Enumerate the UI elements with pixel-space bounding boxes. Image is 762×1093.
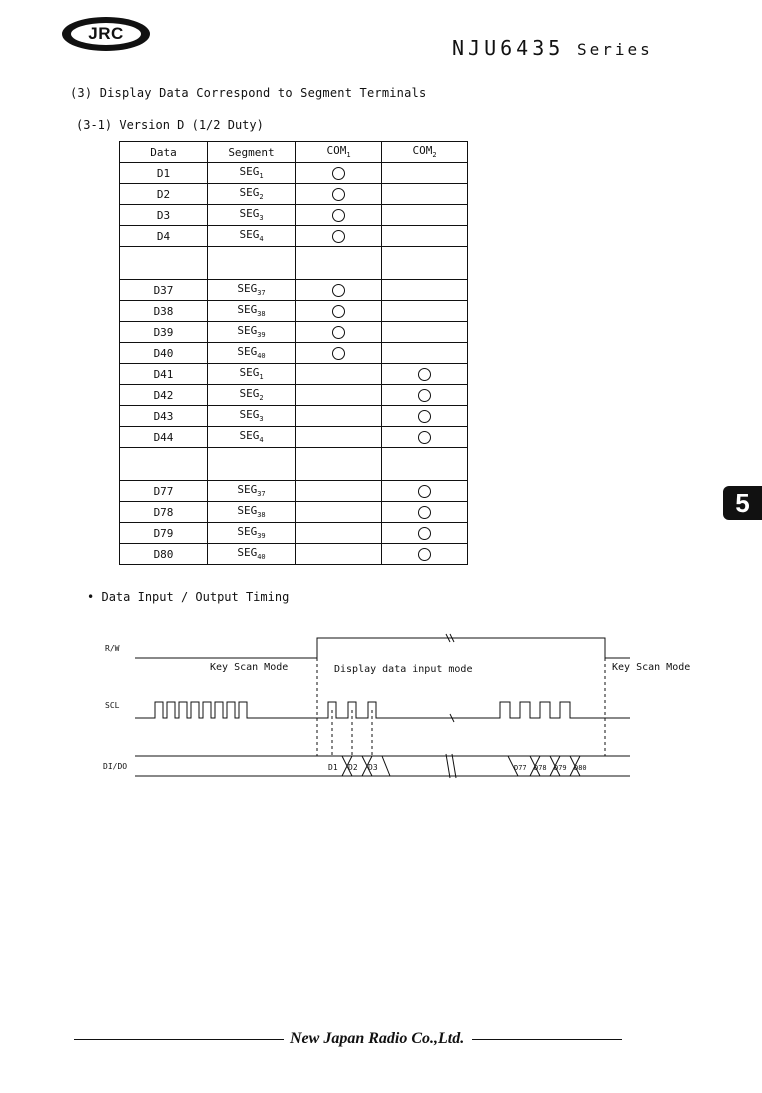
segment-name: SEG [239, 408, 260, 422]
circle-mark-icon [332, 284, 345, 297]
segment-cell [208, 184, 296, 205]
com2-cell [382, 481, 468, 502]
bullet: • [87, 590, 95, 604]
data-cell: D77 [120, 481, 208, 502]
com1-cell [296, 523, 382, 544]
data-label-d80: D80 [574, 764, 587, 772]
logo-text: JRC [71, 23, 141, 45]
data-cell: D38 [120, 301, 208, 322]
data-cell: D4 [120, 226, 208, 247]
header-segment: Segment [208, 142, 296, 163]
table-gap-row [120, 448, 468, 481]
header-com2: $COM_2$ [382, 142, 468, 163]
segment-cell [208, 481, 296, 502]
timing-title [87, 590, 289, 604]
segment-name: SEG [239, 186, 260, 200]
data-cell: D37 [120, 280, 208, 301]
table-row [120, 322, 468, 343]
chapter-tab: 5 [723, 486, 762, 520]
section-title: (3) Display Data Correspond to Segment Terminals [70, 86, 427, 100]
segment-index: 1 [259, 172, 264, 181]
data-cell: D80 [120, 544, 208, 565]
gap-cell [296, 247, 382, 280]
com2-cell [382, 163, 468, 184]
com1-cell [296, 364, 382, 385]
table-row [120, 544, 468, 565]
circle-mark-icon [332, 188, 345, 201]
com2-cell [382, 502, 468, 523]
data-cell: D78 [120, 502, 208, 523]
segment-name: SEG [237, 282, 258, 296]
segment-name: SEG [239, 165, 260, 179]
data-cell: D39 [120, 322, 208, 343]
part-series-header [452, 36, 653, 60]
circle-mark-icon [418, 431, 431, 444]
com1-cell [296, 502, 382, 523]
segment-cell [208, 226, 296, 247]
com1-cell [296, 481, 382, 502]
data-cell: D79 [120, 523, 208, 544]
sub-title: (3-1) Version D (1/2 Duty) [76, 118, 264, 132]
table-row [120, 301, 468, 322]
com1-cell [296, 205, 382, 226]
table-row [120, 364, 468, 385]
segment-name: SEG [237, 303, 258, 317]
break-mark [446, 754, 456, 778]
mode-right-label: Key Scan Mode [612, 662, 691, 673]
data-cell: D40 [120, 343, 208, 364]
com1-cell [296, 343, 382, 364]
com2-cell [382, 406, 468, 427]
table-row [120, 406, 468, 427]
gap-cell [120, 247, 208, 280]
com1-cell [296, 322, 382, 343]
segment-name: SEG [237, 504, 258, 518]
table-header-row [120, 142, 468, 163]
com2-cell [382, 205, 468, 226]
com2-cell [382, 322, 468, 343]
segment-index: 37 [257, 289, 266, 298]
circle-mark-icon [332, 305, 345, 318]
com2-cell [382, 301, 468, 322]
segment-index: 39 [257, 532, 266, 541]
com1-cell [296, 301, 382, 322]
scl-waveform [135, 702, 630, 718]
data-label-d2: D2 [348, 763, 358, 772]
data-cell: D41 [120, 364, 208, 385]
table-row [120, 184, 468, 205]
segment-index: 3 [259, 415, 264, 424]
circle-mark-icon [418, 389, 431, 402]
segment-cell [208, 544, 296, 565]
segment-table [119, 141, 468, 565]
com1-cell [296, 385, 382, 406]
gap-cell [382, 448, 468, 481]
segment-index: 1 [259, 373, 264, 382]
com2-cell [382, 343, 468, 364]
segment-cell [208, 301, 296, 322]
com1-cell [296, 280, 382, 301]
segment-name: SEG [239, 228, 260, 242]
data-label-d77: D77 [514, 764, 527, 772]
series-label: Series [576, 40, 653, 59]
segment-index: 2 [259, 193, 264, 202]
data-label-d79: D79 [554, 764, 567, 772]
com2-cell [382, 427, 468, 448]
jrc-logo [62, 17, 150, 51]
circle-mark-icon [332, 230, 345, 243]
segment-cell [208, 280, 296, 301]
data-label-d3: D3 [368, 763, 378, 772]
gap-cell [208, 247, 296, 280]
gap-cell [120, 448, 208, 481]
circle-mark-icon [418, 485, 431, 498]
data-cell: D42 [120, 385, 208, 406]
table-row [120, 163, 468, 184]
segment-cell [208, 163, 296, 184]
segment-index: 38 [257, 511, 266, 520]
segment-cell [208, 385, 296, 406]
table-row [120, 226, 468, 247]
segment-index: 4 [259, 436, 264, 445]
signal-label-scl: SCL [105, 701, 120, 710]
com2-cell [382, 226, 468, 247]
segment-cell [208, 523, 296, 544]
segment-name: SEG [237, 525, 258, 539]
data-label-d1: D1 [328, 763, 338, 772]
com2-cell [382, 523, 468, 544]
data-cell: D1 [120, 163, 208, 184]
data-cell: D2 [120, 184, 208, 205]
segment-name: SEG [237, 546, 258, 560]
segment-name: SEG [237, 345, 258, 359]
timing-title-text: Data Input / Output Timing [101, 590, 290, 604]
segment-index: 38 [257, 310, 266, 319]
circle-mark-icon [418, 368, 431, 381]
circle-mark-icon [418, 548, 431, 561]
com1-cell [296, 226, 382, 247]
mode-left-label: Key Scan Mode [210, 662, 289, 673]
segment-name: SEG [239, 207, 260, 221]
segment-cell [208, 364, 296, 385]
table-row [120, 343, 468, 364]
segment-index: 4 [259, 235, 264, 244]
segment-cell [208, 343, 296, 364]
com2-cell [382, 544, 468, 565]
signal-label-dido: DI/DO [103, 762, 128, 771]
circle-mark-icon [332, 347, 345, 360]
gap-cell [208, 448, 296, 481]
com1-cell [296, 544, 382, 565]
com2-cell [382, 184, 468, 205]
segment-name: SEG [239, 429, 260, 443]
data-cell: D43 [120, 406, 208, 427]
footer-rule-right [472, 1039, 622, 1040]
segment-name: SEG [237, 324, 258, 338]
table-row [120, 205, 468, 226]
mode-middle-label: Display data input mode [334, 664, 473, 675]
segment-index: 39 [257, 331, 266, 340]
data-label-d78: D78 [534, 764, 547, 772]
table-row [120, 280, 468, 301]
table-row [120, 427, 468, 448]
com1-cell [296, 163, 382, 184]
table-body [120, 163, 468, 565]
table-row [120, 385, 468, 406]
timing-diagram [100, 630, 691, 790]
segment-cell [208, 427, 296, 448]
segment-cell [208, 322, 296, 343]
signal-label-rw: R/W [105, 644, 120, 653]
circle-mark-icon [418, 506, 431, 519]
segment-name: SEG [239, 387, 260, 401]
segment-name: SEG [239, 366, 260, 380]
table-gap-row [120, 247, 468, 280]
table-row [120, 481, 468, 502]
gap-cell [382, 247, 468, 280]
segment-index: 3 [259, 214, 264, 223]
circle-mark-icon [332, 167, 345, 180]
com1-cell [296, 406, 382, 427]
table-row [120, 523, 468, 544]
segment-cell [208, 502, 296, 523]
com2-cell [382, 385, 468, 406]
segment-index: 40 [257, 352, 266, 361]
segment-index: 37 [257, 490, 266, 499]
circle-mark-icon [332, 326, 345, 339]
com2-cell [382, 280, 468, 301]
com1-cell [296, 427, 382, 448]
circle-mark-icon [418, 410, 431, 423]
rw-waveform [135, 638, 630, 658]
part-number: NJU6435 [452, 36, 565, 60]
gap-cell [296, 448, 382, 481]
footer-company: New Japan Radio Co.,Ltd. [290, 1030, 465, 1047]
com2-cell [382, 364, 468, 385]
segment-index: 2 [259, 394, 264, 403]
segment-index: 40 [257, 553, 266, 562]
segment-cell [208, 205, 296, 226]
com1-cell [296, 184, 382, 205]
segment-cell [208, 406, 296, 427]
circle-mark-icon [332, 209, 345, 222]
footer-rule-left [74, 1039, 284, 1040]
data-cell: D3 [120, 205, 208, 226]
data-cell: D44 [120, 427, 208, 448]
header-com1: $COM_1$ [296, 142, 382, 163]
table-row [120, 502, 468, 523]
header-data: Data [120, 142, 208, 163]
segment-name: SEG [237, 483, 258, 497]
circle-mark-icon [418, 527, 431, 540]
